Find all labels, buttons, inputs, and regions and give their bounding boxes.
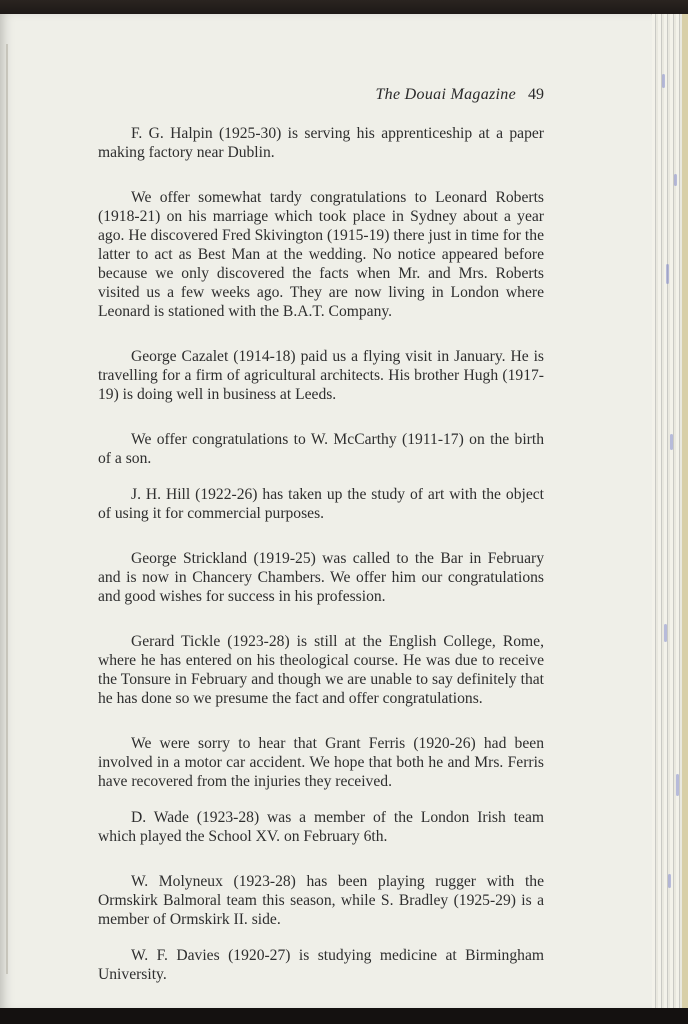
paragraph-ferris: We were sorry to hear that Grant Ferris (1920-26) had been involved in a motor car accident. We hope that both he and Mrs. Ferris have recovered from the injuries they received. [98,735,544,790]
running-header [96,86,544,104]
page-number: 49 [528,86,544,103]
ink-stain [666,264,669,284]
ink-stain [668,874,671,888]
paragraph-cazalet: George Cazalet (1914-18) paid us a flying visit in January. He is travelling for a firm of agricultural architects. His brother Hugh (1917-19) is doing well in business at Leeds. [98,348,544,403]
journal-title: The Douai Magazine [375,86,516,103]
paragraph-mccarthy: We offer congratulations to W. McCarthy (1911-17) on the birth of a son. [98,431,544,467]
paragraph-halpin: F. G. Halpin (1925-30) is serving his apprenticeship at a paper making factory near Dublin. [98,125,544,161]
book-cover-bottom-edge [0,1008,688,1024]
paragraph-strickland: George Strickland (1919-25) was called to the Bar in February and is now in Chancery Chambers. We offer him our congratulations and good wishes for success in his profession. [98,550,544,605]
paragraph-davies: W. F. Davies (1920-27) is studying medicine at Birmingham University. [98,947,544,983]
ink-stain [676,774,679,796]
ink-stain [662,74,665,88]
ink-stain [664,624,667,642]
page-gutter-shadow [6,44,8,974]
paragraph-hill: J. H. Hill (1922-26) has taken up the study of art with the object of using it for commercial purposes. [98,486,544,522]
page-stack-edges [652,14,688,1010]
paragraph-roberts: We offer somewhat tardy congratulations to Leonard Roberts (1918-21) on his marriage which took place in Sydney about a year ago. He discovered Fred Skivington (1915-19) there just in time for the latter to act as Best Man at the wedding. No notice appeared before because we only discovered the facts when Mr. and Mrs. Roberts visited us a few weeks ago. They are now living in London where Leonard is stationed with the B.A.T. Company. [98,189,544,320]
ink-stain [670,434,673,450]
ink-stain [674,174,677,186]
paragraph-tickle: Gerard Tickle (1923-28) is still at the English College, Rome, where he has entered on his theological course. He was due to receive the Tonsure in February and though we are unable to say definitely that he has done so we presume the fact and offer congratulations. [98,633,544,707]
paragraph-molyneux: W. Molyneux (1923-28) has been playing rugger with the Ormskirk Balmoral team this season, while S. Bradley (1925-29) is a member of Ormskirk II. side. [98,873,544,928]
page-body [98,124,544,984]
paragraph-wade: D. Wade (1923-28) was a member of the London Irish team which played the School XV. on February 6th. [98,809,544,845]
